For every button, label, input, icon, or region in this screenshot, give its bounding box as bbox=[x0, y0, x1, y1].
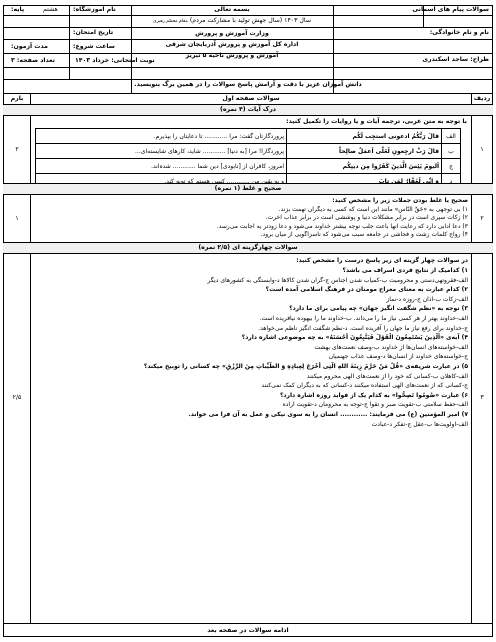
year-line: سال ۱۴۰۳ (سال جهش تولید با مشارکت مردم) مقام معظم رهبری bbox=[152, 17, 312, 24]
true-false-item: ۱) بی توجهی به «حَقُّ النّاس» مانند این است که کسی به دیگران تهمت بزند. bbox=[278, 205, 468, 213]
grade-label: پایه: bbox=[11, 6, 25, 13]
score-value: ۲/۵ bbox=[12, 394, 22, 401]
verse-table bbox=[35, 128, 461, 189]
verse-row: ب قالَ رَبِّ ارجِعونِ لَعَلّی اَعمَلُ صالِحاً پروردگارا! مرا [به دنیا] ............ شاید، کارهای شایسته‌ای... bbox=[36, 144, 461, 159]
question-2 bbox=[3, 195, 493, 243]
designer: طراح: ساجد اسکندری bbox=[422, 56, 489, 63]
bismillah: بسمه تعالی bbox=[214, 6, 250, 13]
duration-label: مدت آزمون: bbox=[11, 43, 48, 50]
page-count: تعداد صفحه: ۳ bbox=[11, 57, 55, 64]
score-value: ۱ bbox=[15, 215, 19, 222]
mcq-question: ۳) توجه به «نظم شگفت انگیز جهان» چه پیامی برای ما دارد؟ bbox=[289, 305, 468, 313]
notice: دانش آموزان عزیز با دقت و آرامش پاسخ سوالات را در همین برگ بنویسید. bbox=[134, 81, 362, 88]
mcq-question: ۲) کدام عبارت به معنای معراج مومنان در فرهنگ اسلامی آمده است؟ bbox=[265, 286, 468, 294]
section-title-3: سوالات چهارگزینه ای (۲/۵ نمره) bbox=[3, 243, 493, 254]
mcq-options: الف-اولویت‌ها ب-عقل ج-تفکر د-عبادت bbox=[371, 420, 468, 428]
grade-value: هشتم bbox=[43, 6, 58, 13]
score-col-label: بارم bbox=[10, 95, 24, 102]
mcq-options: الف-فقروتهی‌دستی و محرومیت ب-کمیاب شدن اجناس ج-گران شدن کالاها د-وابستگی به کشورهای دیگر bbox=[207, 276, 468, 284]
question-intro: در سوالات چهار گزینه ای زیر پاسخ درست را مشخص کنید: bbox=[296, 257, 468, 264]
mcq-options: الف-خواسته‌های انسان‌ها از خداوند ب-وصف نعمت‌های بهشت bbox=[314, 343, 468, 351]
mcq-question: ۵) در عبارت شریفه‌ی «قُلْ مَنْ حَرَّمَ زِینَةَ اللهِ الَّتِی أَخْرَجَ لِعِبادِهِ وَ الطَّیِّباتِ مِنَ الرِّزْقِ» چه کسانی را توبیخ میکند؟ bbox=[143, 362, 468, 370]
mcq-question: ۴) آیه‌ی «اَلَّذِینَ یَسْتَمِعُونَ الْقَوْلَ فَیَتَّبِعُونَ أَحْسَنَهُ» به چه موضوعی اشاره دارد؟ bbox=[241, 334, 468, 342]
row-number: ۲ bbox=[480, 215, 484, 222]
column-header bbox=[3, 93, 493, 105]
exam-title: سوالات پیام های آسمانی bbox=[412, 6, 489, 13]
verse-row: د وَ اِنِّی لَغَفّارٌ لِمَن تابَ و به یقین من ............ کسی هستم که توبه کند. bbox=[36, 174, 461, 189]
mcq-options: ج-خواسته‌های خداوند از انسان‌ها د-وصف عذاب جهنمیان bbox=[328, 353, 468, 361]
question-3 bbox=[3, 254, 493, 624]
exam-turn: نوبت امتحانی: خرداد ۱۴۰۳ bbox=[75, 57, 155, 64]
start-time-label: ساعت شروع: bbox=[73, 43, 115, 50]
mcq-options: الف-خداوند بهتر از هر کسی نیاز ما را می‌داند. ب-خداوند ما را بیهوده نیافریده است. bbox=[259, 314, 468, 322]
exam-date-label: تاریخ امتحان: bbox=[73, 29, 114, 36]
verse-row: الف قالَ رَبُّکُمُ ادعونی استجِب لَکُم پروردگارتان گفت: مرا ............ تا دعایتان را بپذیرم. bbox=[36, 129, 461, 144]
mcq-list bbox=[31, 256, 471, 429]
question-intro: صحیح یا غلط بودن جملات زیر را مشخص کنید: bbox=[332, 197, 468, 204]
org-province: اداره کل آموزش و پرورش آذربایجان شرقی bbox=[165, 41, 299, 48]
true-false-item: ۳) دعا آدابی دارد که رعایت آنها باعث جلب توجه بیشتر خداوند می‌شود و دعا زودتر به اجابت می‌رسد. bbox=[216, 222, 468, 230]
footer-note: ادامه سوالات در صفحه بعد bbox=[207, 627, 289, 634]
row-col-label: ردیف bbox=[473, 95, 491, 102]
score-value: ۲ bbox=[15, 146, 19, 153]
section-title-1: درک آیات (۴ نمره) bbox=[3, 105, 493, 116]
mcq-question: ۷) امیر المؤمنین (ع) می فرمایند: ............ انسان را به سوی نیکی و عمل به آن فرا می خواند. bbox=[188, 410, 468, 418]
school-label: نام آموزشگاه: bbox=[73, 6, 116, 13]
row-number: ۱ bbox=[480, 146, 484, 153]
true-false-item: ۲) زکات سپری است در برابر مشکلات دنیا و پوششی است در برابر عذاب آخرت. bbox=[265, 214, 468, 222]
mcq-options: ج-خداوند برای رفع نیاز ما جهان را آفریده است. د-نظم شگفت انگیز ناظم می‌خواهد. bbox=[258, 324, 468, 332]
mcq-options: الف-زکات ب-اذان ج-روزه د-نماز bbox=[386, 295, 468, 303]
section-title-2: صحیح و غلط (۱ نمره) bbox=[3, 184, 493, 195]
student-name-label: نام و نام خانوادگی: bbox=[429, 29, 489, 36]
true-false-item: ۴) رواج کلمات زشت و فحاشی در جامعه سبب می‌شود که ناسزاگویی از میان برود. bbox=[260, 231, 468, 239]
row-number: ۳ bbox=[480, 394, 484, 401]
org-ministry: وزارت آموزش و پرورش bbox=[195, 30, 269, 37]
page-title: سوالات صفحه اول bbox=[222, 95, 280, 102]
exam-header bbox=[3, 5, 493, 93]
mcq-options: الف-حفظ سلامتی ب-تقویت صبر و تقوا ج-توجه به محرومان د-تقویت اراده bbox=[282, 401, 468, 409]
question-1 bbox=[3, 116, 493, 184]
mcq-options: الف-کاهلان ب-کسانی که خود را از نعمت‌های الهی محروم میکنند bbox=[306, 372, 468, 380]
mcq-question: ۱) کدامیک از نتایج فردی اسراف می باشد؟ bbox=[342, 267, 468, 274]
mcq-question: ۶) عبارت «صُومُوا تَصِحُّوا» به کدام یک از فواید روزه اشاره دارد؟ bbox=[279, 391, 468, 399]
org-district: آموزش و پرورش ناحیه ۵ تبریز bbox=[185, 52, 279, 59]
question-intro: با توجه به متن عربی، ترجمه آیات و یا روایات را تکمیل کنید: bbox=[286, 118, 467, 125]
verse-row: ج اَلیومَ یَئِسَ الَّذینَ کَفَرُوا مِن دینِکُم امروز، کافران از [نابودی] دین شما ............ شده‌اند. bbox=[36, 159, 461, 174]
mcq-options: ج-کسانی که از نعمت‌های الهی استفاده میکنند د-کسانی که به دیگران کمک نمی‌کنند bbox=[261, 382, 468, 390]
